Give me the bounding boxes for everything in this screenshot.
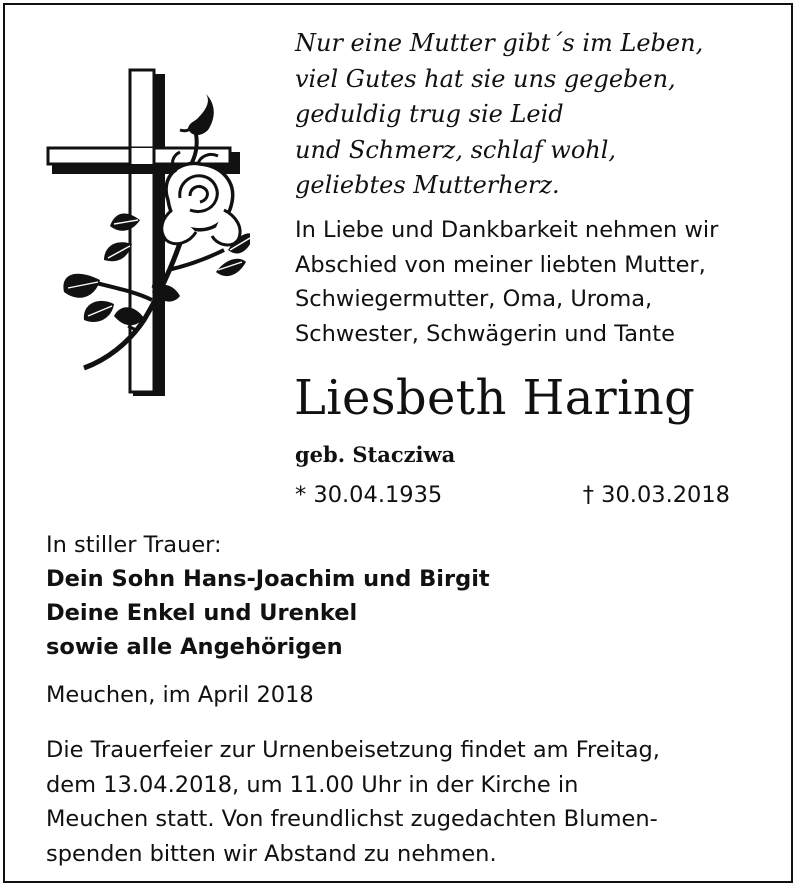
mourners-heading: In stiller Trauer: bbox=[46, 532, 222, 558]
mourner-line: Deine Enkel und Urenkel bbox=[46, 600, 358, 626]
poem-line: geliebtes Mutterherz. bbox=[295, 171, 560, 199]
poem-line: viel Gutes hat sie uns gegeben, bbox=[295, 64, 676, 93]
intro-line: Abschied von meiner liebten Mutter, bbox=[295, 251, 706, 278]
deceased-name: Liesbeth Haring bbox=[294, 370, 696, 426]
mourner-line: Dein Sohn Hans-Joachim und Birgit bbox=[46, 566, 490, 592]
poem-line: und Schmerz, schlaf wohl, bbox=[295, 135, 617, 164]
funeral-line: Die Trauerfeier zur Urnenbeisetzung findet am Freitag, bbox=[46, 737, 660, 763]
funeral-line: spenden bitten wir Abstand zu nehmen. bbox=[46, 840, 497, 867]
cross-with-rose-icon bbox=[40, 60, 250, 400]
farewell-intro bbox=[295, 213, 718, 351]
funeral-line: Meuchen statt. Von freundlichst zugedachten Blumen- bbox=[46, 806, 658, 832]
mourners-block bbox=[46, 528, 490, 664]
intro-line: Schwiegermutter, Oma, Uroma, bbox=[295, 286, 653, 312]
death-date: † 30.03.2018 bbox=[582, 482, 730, 508]
intro-line: In Liebe und Dankbarkeit nehmen wir bbox=[295, 217, 719, 243]
mourner-line: sowie alle Angehörigen bbox=[46, 634, 343, 660]
intro-line: Schwester, Schwägerin und Tante bbox=[295, 320, 675, 347]
funeral-line: dem 13.04.2018, um 11.00 Uhr in der Kirche in bbox=[46, 771, 579, 798]
poem-line: geduldig trug sie Leid bbox=[295, 100, 564, 128]
birth-date: * 30.04.1935 bbox=[295, 482, 443, 508]
poem-line: Nur eine Mutter gibt´s im Leben, bbox=[295, 29, 704, 57]
poem bbox=[295, 26, 703, 204]
maiden-name: geb. Stacziwa bbox=[295, 442, 456, 467]
funeral-info bbox=[46, 733, 660, 871]
place-and-date: Meuchen, im April 2018 bbox=[46, 682, 314, 708]
